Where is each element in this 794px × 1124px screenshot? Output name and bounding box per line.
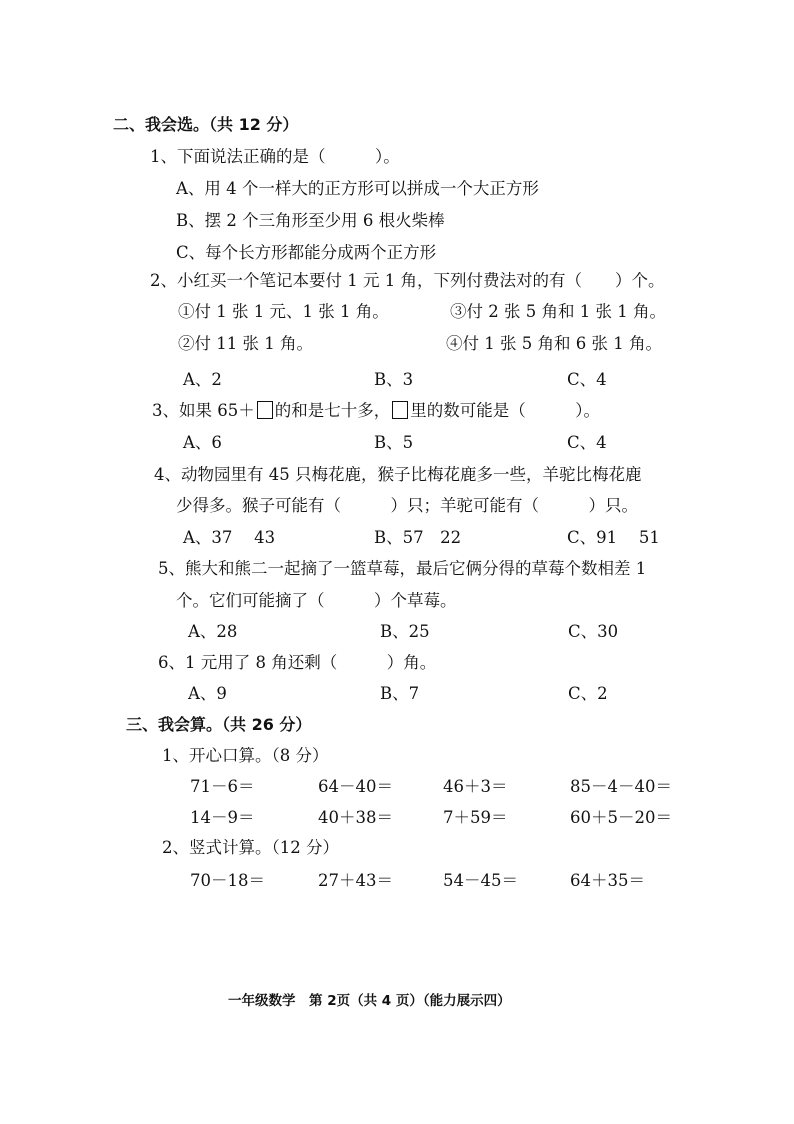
q3-stem-part-2: 的和是七十多， <box>274 401 391 420</box>
q3-option-c: C、4 <box>567 433 607 452</box>
oral-calc-item: 46＋3＝ <box>443 777 508 796</box>
q4-option-b: B、57 22 <box>374 528 462 547</box>
q3-option-a: A、6 <box>183 433 222 452</box>
q6-option-b: B、7 <box>380 684 420 703</box>
q4-stem-line-2: 少得多。猴子可能有（ ）只；羊驼可能有（ ）只。 <box>176 496 638 515</box>
section-3-title: 三、我会算。（共 26 分） <box>126 715 312 734</box>
q3-stem <box>152 400 600 422</box>
vertical-calc-item: 27＋43＝ <box>318 871 393 890</box>
q2-choice-4: ④付 1 张 5 角和 6 张 1 角。 <box>446 334 662 353</box>
oral-calc-item: 60＋5－20＝ <box>570 808 672 827</box>
section-2-title: 二、我会选。（共 12 分） <box>113 115 299 134</box>
q5-option-a: A、28 <box>188 622 238 641</box>
q2-stem: 2、小红买一个笔记本要付 1 元 1 角，下列付费法对的有（ ）个。 <box>150 271 665 290</box>
vertical-calc-item: 70－18＝ <box>190 871 265 890</box>
q1-stem: 1、下面说法正确的是（ ）。 <box>150 147 400 166</box>
q2-option-b: B、3 <box>374 370 414 389</box>
oral-calc-title: 1、开心口算。（8 分） <box>162 746 329 765</box>
vertical-calc-title: 2、竖式计算。（12 分） <box>162 838 339 857</box>
q3-stem-part-3: 里的数可能是（ ）。 <box>410 401 600 420</box>
blank-box-icon <box>392 401 408 419</box>
oral-calc-item: 85－4－40＝ <box>570 777 672 796</box>
q4-option-a: A、37 43 <box>183 528 276 547</box>
page-footer: 一年级数学 第 2页（共 4 页）（能力展示四） <box>228 993 511 1009</box>
q1-option-a: A、用 4 个一样大的正方形可以拼成一个大正方形 <box>176 179 539 198</box>
q2-choice-1: ①付 1 张 1 元、1 张 1 角。 <box>178 302 389 321</box>
oral-calc-item: 7＋59＝ <box>443 808 508 827</box>
q5-option-c: C、30 <box>568 622 619 641</box>
q5-stem-line-1: 5、熊大和熊二一起摘了一篮草莓，最后它俩分得的草莓个数相差 1 <box>158 559 647 578</box>
q3-option-b: B、5 <box>374 433 414 452</box>
q4-stem-line-1: 4、动物园里有 45 只梅花鹿，猴子比梅花鹿多一些，羊驼比梅花鹿 <box>154 465 642 484</box>
vertical-calc-item: 54－45＝ <box>443 871 518 890</box>
q2-option-a: A、2 <box>183 370 222 389</box>
q6-option-c: C、2 <box>568 684 608 703</box>
blank-box-icon <box>257 401 273 419</box>
oral-calc-item: 40＋38＝ <box>318 808 393 827</box>
q4-option-c: C、91 51 <box>567 528 660 547</box>
q6-option-a: A、9 <box>188 684 227 703</box>
q2-option-c: C、4 <box>567 370 607 389</box>
oral-calc-item: 14－9＝ <box>190 808 255 827</box>
oral-calc-item: 71－6＝ <box>190 777 255 796</box>
q5-option-b: B、25 <box>380 622 430 641</box>
q2-choice-2: ②付 11 张 1 角。 <box>178 334 313 353</box>
vertical-calc-item: 64＋35＝ <box>570 871 645 890</box>
q5-stem-line-2: 个。它们可能摘了（ ）个草莓。 <box>176 591 457 610</box>
oral-calc-item: 64－40＝ <box>318 777 393 796</box>
q3-stem-part-1: 3、如果 65＋ <box>152 401 255 420</box>
q6-stem: 6、1 元用了 8 角还剩（ ）角。 <box>158 653 437 672</box>
q1-option-c: C、每个长方形都能分成两个正方形 <box>176 243 437 262</box>
q1-option-b: B、摆 2 个三角形至少用 6 根火柴棒 <box>176 211 445 230</box>
q2-choice-3: ③付 2 张 5 角和 1 张 1 角。 <box>450 302 666 321</box>
